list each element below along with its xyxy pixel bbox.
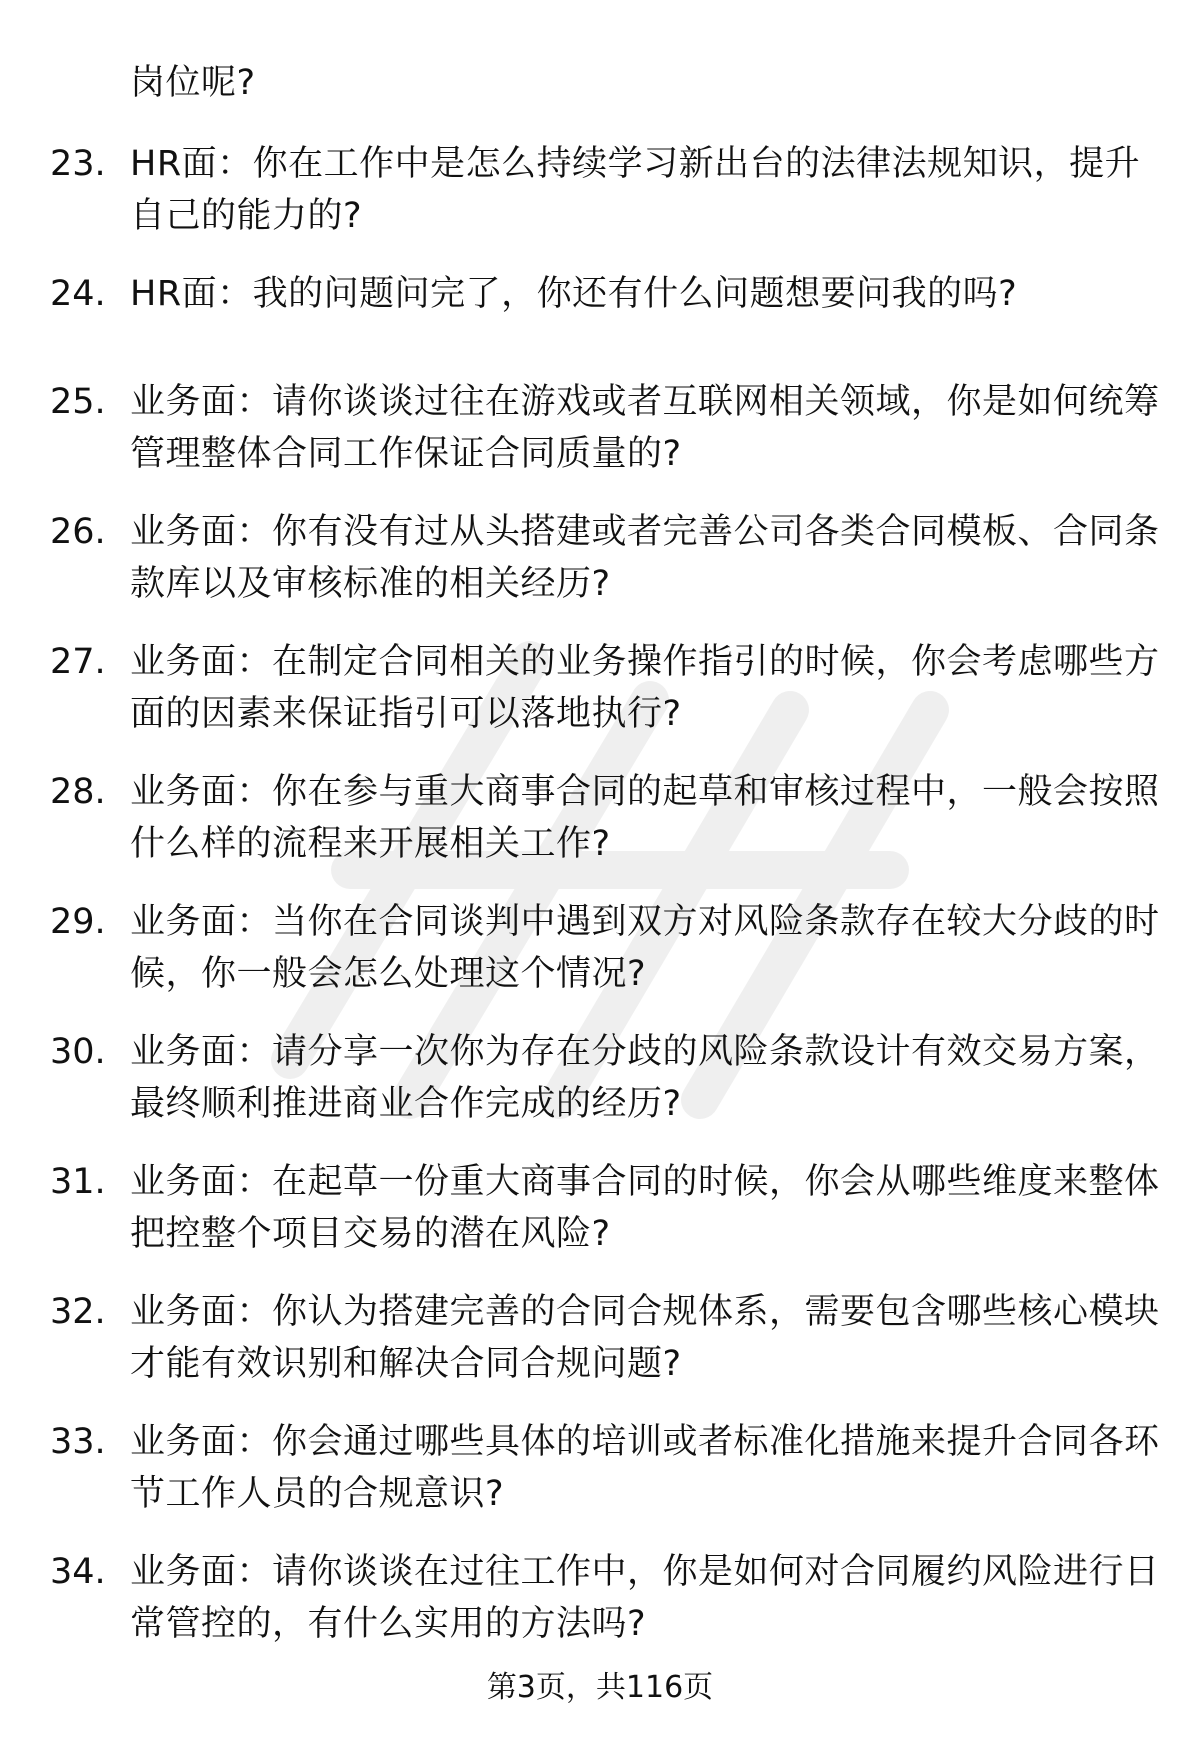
list-item	[50, 766, 1160, 896]
list-item	[50, 1416, 1160, 1546]
question-text: 业务面：你有没有过从头搭建或者完善公司各类合同模板、合同条款库以及审核标准的相关经历?	[130, 512, 1160, 604]
page-footer: 第3页，共116页	[486, 1670, 714, 1705]
question-number: 27.	[50, 642, 106, 682]
list-item	[50, 1156, 1160, 1286]
question-number: 30.	[50, 1032, 106, 1072]
continuation-text: 岗位呢?	[130, 63, 256, 103]
question-number: 29.	[50, 902, 106, 942]
list-item	[50, 376, 1160, 506]
list-item	[50, 1286, 1160, 1416]
question-list	[50, 138, 1160, 1676]
question-text: 业务面：请你谈谈过往在游戏或者互联网相关领域，你是如何统筹管理整体合同工作保证合同质量的?	[130, 382, 1160, 474]
list-item	[50, 636, 1160, 766]
list-item	[50, 1546, 1160, 1676]
list-item	[50, 1026, 1160, 1156]
list-item	[50, 896, 1160, 1026]
question-text: 业务面：请你谈谈在过往工作中，你是如何对合同履约风险进行日常管控的，有什么实用的方法吗?	[130, 1552, 1160, 1644]
list-item	[50, 138, 1160, 268]
question-text: HR面：你在工作中是怎么持续学习新出台的法律法规知识，提升自己的能力的?	[130, 144, 1141, 236]
question-text: 业务面：请分享一次你为存在分歧的风险条款设计有效交易方案，最终顺利推进商业合作完成的经历?	[130, 1032, 1160, 1124]
question-number: 28.	[50, 772, 106, 812]
question-number: 31.	[50, 1162, 106, 1202]
question-number: 34.	[50, 1552, 106, 1592]
question-text: 业务面：当你在合同谈判中遇到双方对风险条款存在较大分歧的时候，你一般会怎么处理这个情况?	[130, 902, 1160, 994]
question-number: 25.	[50, 382, 106, 422]
question-number: 24.	[50, 274, 106, 314]
question-text: 业务面：在起草一份重大商事合同的时候，你会从哪些维度来整体把控整个项目交易的潜在风险?	[130, 1162, 1160, 1254]
question-text: 业务面：你在参与重大商事合同的起草和审核过程中，一般会按照什么样的流程来开展相关工作?	[130, 772, 1160, 864]
question-text: 业务面：你认为搭建完善的合同合规体系，需要包含哪些核心模块才能有效识别和解决合同合规问题?	[130, 1292, 1160, 1384]
question-text: 业务面：你会通过哪些具体的培训或者标准化措施来提升合同各环节工作人员的合规意识?	[130, 1422, 1160, 1514]
question-text: 业务面：在制定合同相关的业务操作指引的时候，你会考虑哪些方面的因素来保证指引可以落地执行?	[130, 642, 1160, 734]
question-number: 33.	[50, 1422, 106, 1462]
question-text: HR面：我的问题问完了，你还有什么问题想要问我的吗?	[130, 274, 1018, 314]
question-number: 32.	[50, 1292, 106, 1332]
question-number: 26.	[50, 512, 106, 552]
list-item	[50, 506, 1160, 636]
list-item	[50, 268, 1160, 376]
question-number: 23.	[50, 144, 106, 184]
